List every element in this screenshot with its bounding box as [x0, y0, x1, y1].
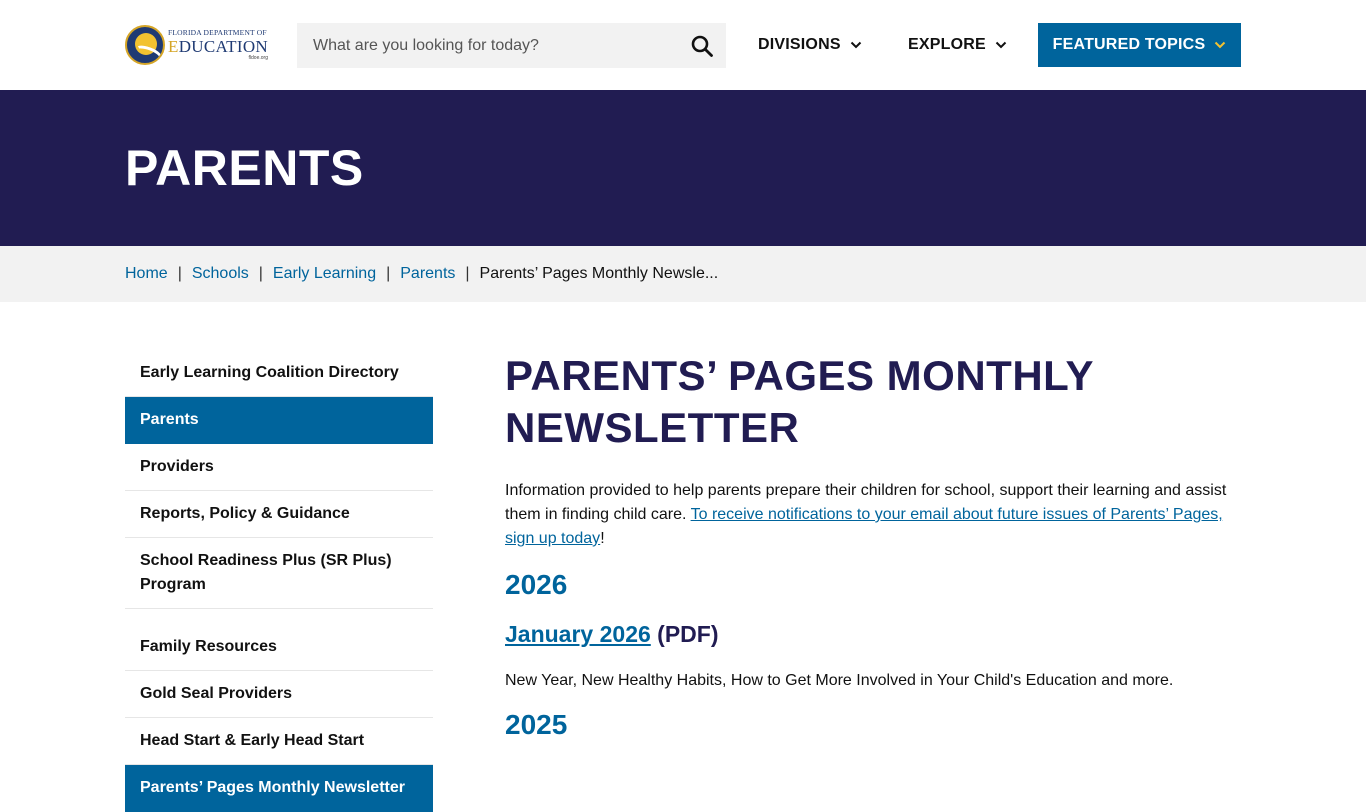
- sidebar-item-reports-policy[interactable]: Reports, Policy & Guidance: [125, 491, 433, 538]
- chevron-down-icon: [1214, 39, 1226, 51]
- search-icon[interactable]: [690, 34, 714, 58]
- sidebar-item-providers[interactable]: Providers: [125, 444, 433, 491]
- breadcrumb-separator: |: [258, 265, 263, 282]
- nav-divisions-label: DIVISIONS: [758, 36, 841, 53]
- search-input[interactable]: [297, 23, 667, 68]
- sidebar-item-family-resources[interactable]: Family Resources: [125, 624, 433, 671]
- issue-heading: [505, 619, 1241, 649]
- sidebar-nav: [125, 350, 433, 812]
- sidebar-item-coalition-directory[interactable]: Early Learning Coalition Directory: [125, 350, 433, 397]
- intro-text: Information provided to help parents prepare their children for school, support their learning and assist them in finding child care.: [505, 482, 1227, 523]
- logo-line3: fldoe.org: [248, 54, 268, 61]
- nav-featured-label: FEATURED TOPICS: [1052, 36, 1206, 53]
- sidebar-item-parents-pages[interactable]: Parents’ Pages Monthly Newsletter: [125, 765, 433, 812]
- sidebar-spacer: [125, 609, 433, 624]
- chevron-down-icon: [995, 39, 1007, 51]
- breadcrumb-separator: |: [177, 265, 182, 282]
- chevron-down-icon: [850, 39, 862, 51]
- breadcrumb: [0, 246, 1366, 302]
- year-heading-2026: 2026: [505, 569, 568, 600]
- breadcrumb-separator: |: [386, 265, 391, 282]
- site-header: [0, 0, 1366, 90]
- breadcrumb-early-learning[interactable]: Early Learning: [272, 265, 377, 282]
- breadcrumb-current: Parents’ Pages Monthly Newsle...: [479, 265, 719, 282]
- sidebar-item-head-start[interactable]: Head Start & Early Head Start: [125, 718, 433, 765]
- sidebar-item-sr-plus[interactable]: School Readiness Plus (SR Plus) Program: [125, 538, 433, 609]
- intro-paragraph: [505, 479, 1241, 551]
- issue-description: New Year, New Healthy Habits, How to Get More Involved in Your Child's Education and more.: [505, 672, 1174, 689]
- hero-title: PARENTS: [125, 140, 364, 196]
- breadcrumb-parents[interactable]: Parents: [400, 265, 456, 282]
- breadcrumb-home[interactable]: Home: [125, 265, 168, 282]
- nav-divisions[interactable]: [758, 23, 862, 67]
- breadcrumb-separator: |: [465, 265, 470, 282]
- page-title: PARENTS’ PAGES MONTHLY NEWSLETTER: [505, 352, 1094, 451]
- florida-seal-icon: [125, 25, 165, 65]
- search-bar: [297, 23, 726, 68]
- issue-link-january-2026[interactable]: January 2026: [505, 621, 651, 647]
- breadcrumb-schools[interactable]: Schools: [191, 265, 249, 282]
- issue-format: (PDF): [650, 621, 719, 647]
- nav-explore-label: EXPLORE: [908, 36, 986, 53]
- hero-banner: [0, 90, 1366, 246]
- nav-explore[interactable]: [908, 23, 1007, 67]
- main-content: [505, 350, 1241, 743]
- intro-end: !: [600, 530, 605, 547]
- sidebar-item-parents[interactable]: Parents: [125, 397, 433, 444]
- nav-featured-topics[interactable]: [1038, 23, 1241, 67]
- fldoe-logo[interactable]: [125, 24, 267, 66]
- sidebar-item-gold-seal[interactable]: Gold Seal Providers: [125, 671, 433, 718]
- logo-line2: EDUCATION: [168, 36, 268, 56]
- year-heading-2025: 2025: [505, 709, 568, 740]
- signup-link[interactable]: To receive notifications to your email about future issues of Parents’ Pages, sign up today: [505, 506, 1223, 547]
- logo-line1: FLORIDA DEPARTMENT OF: [168, 28, 267, 38]
